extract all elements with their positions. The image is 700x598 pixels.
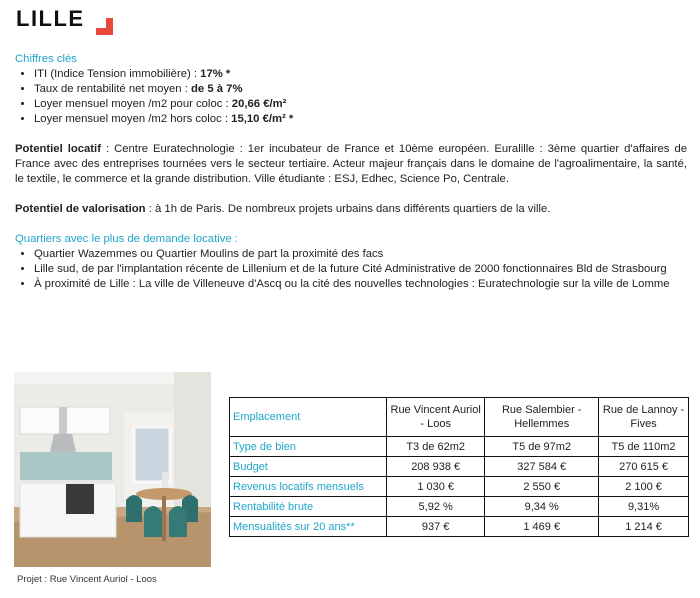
quartiers-list [15,247,687,292]
table-row [230,457,689,477]
column-header: Rue de Lannoy - Fives [599,398,689,437]
list-item: • Lille sud, de par l'implantation récente de Lillenium et de la future Cité Administrative de 2000 fonctionnaires Bld de Strasbourg [34,262,687,277]
potentiel-valorisation-paragraph: Potentiel de valorisation : à 1h de Paris. De nombreux projets urbains dans différents quartiers de la ville. [15,203,551,215]
main-content [15,52,687,292]
column-header: Rue Salembier - Hellemmes [485,398,599,437]
table-cell: 270 615 € [599,457,689,477]
page-header [16,6,85,40]
brand-corner-logo [96,18,113,35]
table-header-row [230,398,689,437]
quartiers-title: Quartiers avec le plus de demande locative : [15,233,238,245]
row-label: Rentabilité brute [230,497,387,517]
table-cell: 1 214 € [599,517,689,537]
potentiel-locatif-paragraph: Potentiel locatif : Centre Euratechnologie : 1er incubateur de France et 10ème européen. Euralille : 3ème quartier d'affaires de France avec des entreprises tournées vers le secteur tertiaire. Acteur majeur français dans le domaine de l'agroalimentaire, la santé, le textile, le commerce et la grande distribution. Ville étudiante : ESJ, Edhec, Science Po, Centrale. [15,143,688,185]
table-cell: T3 de 62m2 [387,437,485,457]
table-cell: 1 030 € [387,477,485,497]
chiffres-title: Chiffres clés [15,53,77,65]
table-cell: 9,31% [599,497,689,517]
list-item: • À proximité de Lille : La ville de Villeneuve d'Ascq ou la cité des nouvelles technologies : Euratechnologie sur la ville de Lomme [34,277,687,292]
list-item: • Taux de rentabilité net moyen : de 5 à 7% [34,82,687,97]
table-cell: 1 469 € [485,517,599,537]
table-row [230,497,689,517]
table-cell: 9,34 % [485,497,599,517]
header-label-cell: Emplacement [230,398,387,437]
table-row [230,477,689,497]
row-label: Budget [230,457,387,477]
table-cell: 327 584 € [485,457,599,477]
chiffres-list [15,67,687,127]
table-cell: 2 100 € [599,477,689,497]
row-label: Type de bien [230,437,387,457]
list-item: • Loyer mensuel moyen /m2 pour coloc : 20,66 €/m² [34,97,687,112]
row-label: Mensualités sur 20 ans** [230,517,387,537]
table-cell: 5,92 % [387,497,485,517]
table-cell: 937 € [387,517,485,537]
list-item: • ITI (Indice Tension immobilière) : 17% * [34,67,687,82]
table-cell: T5 de 97m2 [485,437,599,457]
list-item: • Loyer mensuel moyen /m2 hors coloc : 15,10 €/m² * [34,112,687,127]
page-title: LILLE [16,6,85,31]
table-cell: 2 550 € [485,477,599,497]
photo-caption: Projet : Rue Vincent Auriol - Loos [17,574,157,585]
apartment-kitchen-photo [14,372,211,567]
project-comparison-table [229,397,689,537]
list-item: • Quartier Wazemmes ou Quartier Moulins de part la proximité des facs [34,247,687,262]
table-row [230,517,689,537]
table-cell: 208 938 € [387,457,485,477]
table-cell: T5 de 110m2 [599,437,689,457]
row-label: Revenus locatifs mensuels [230,477,387,497]
column-header: Rue Vincent Auriol - Loos [387,398,485,437]
table-row [230,437,689,457]
